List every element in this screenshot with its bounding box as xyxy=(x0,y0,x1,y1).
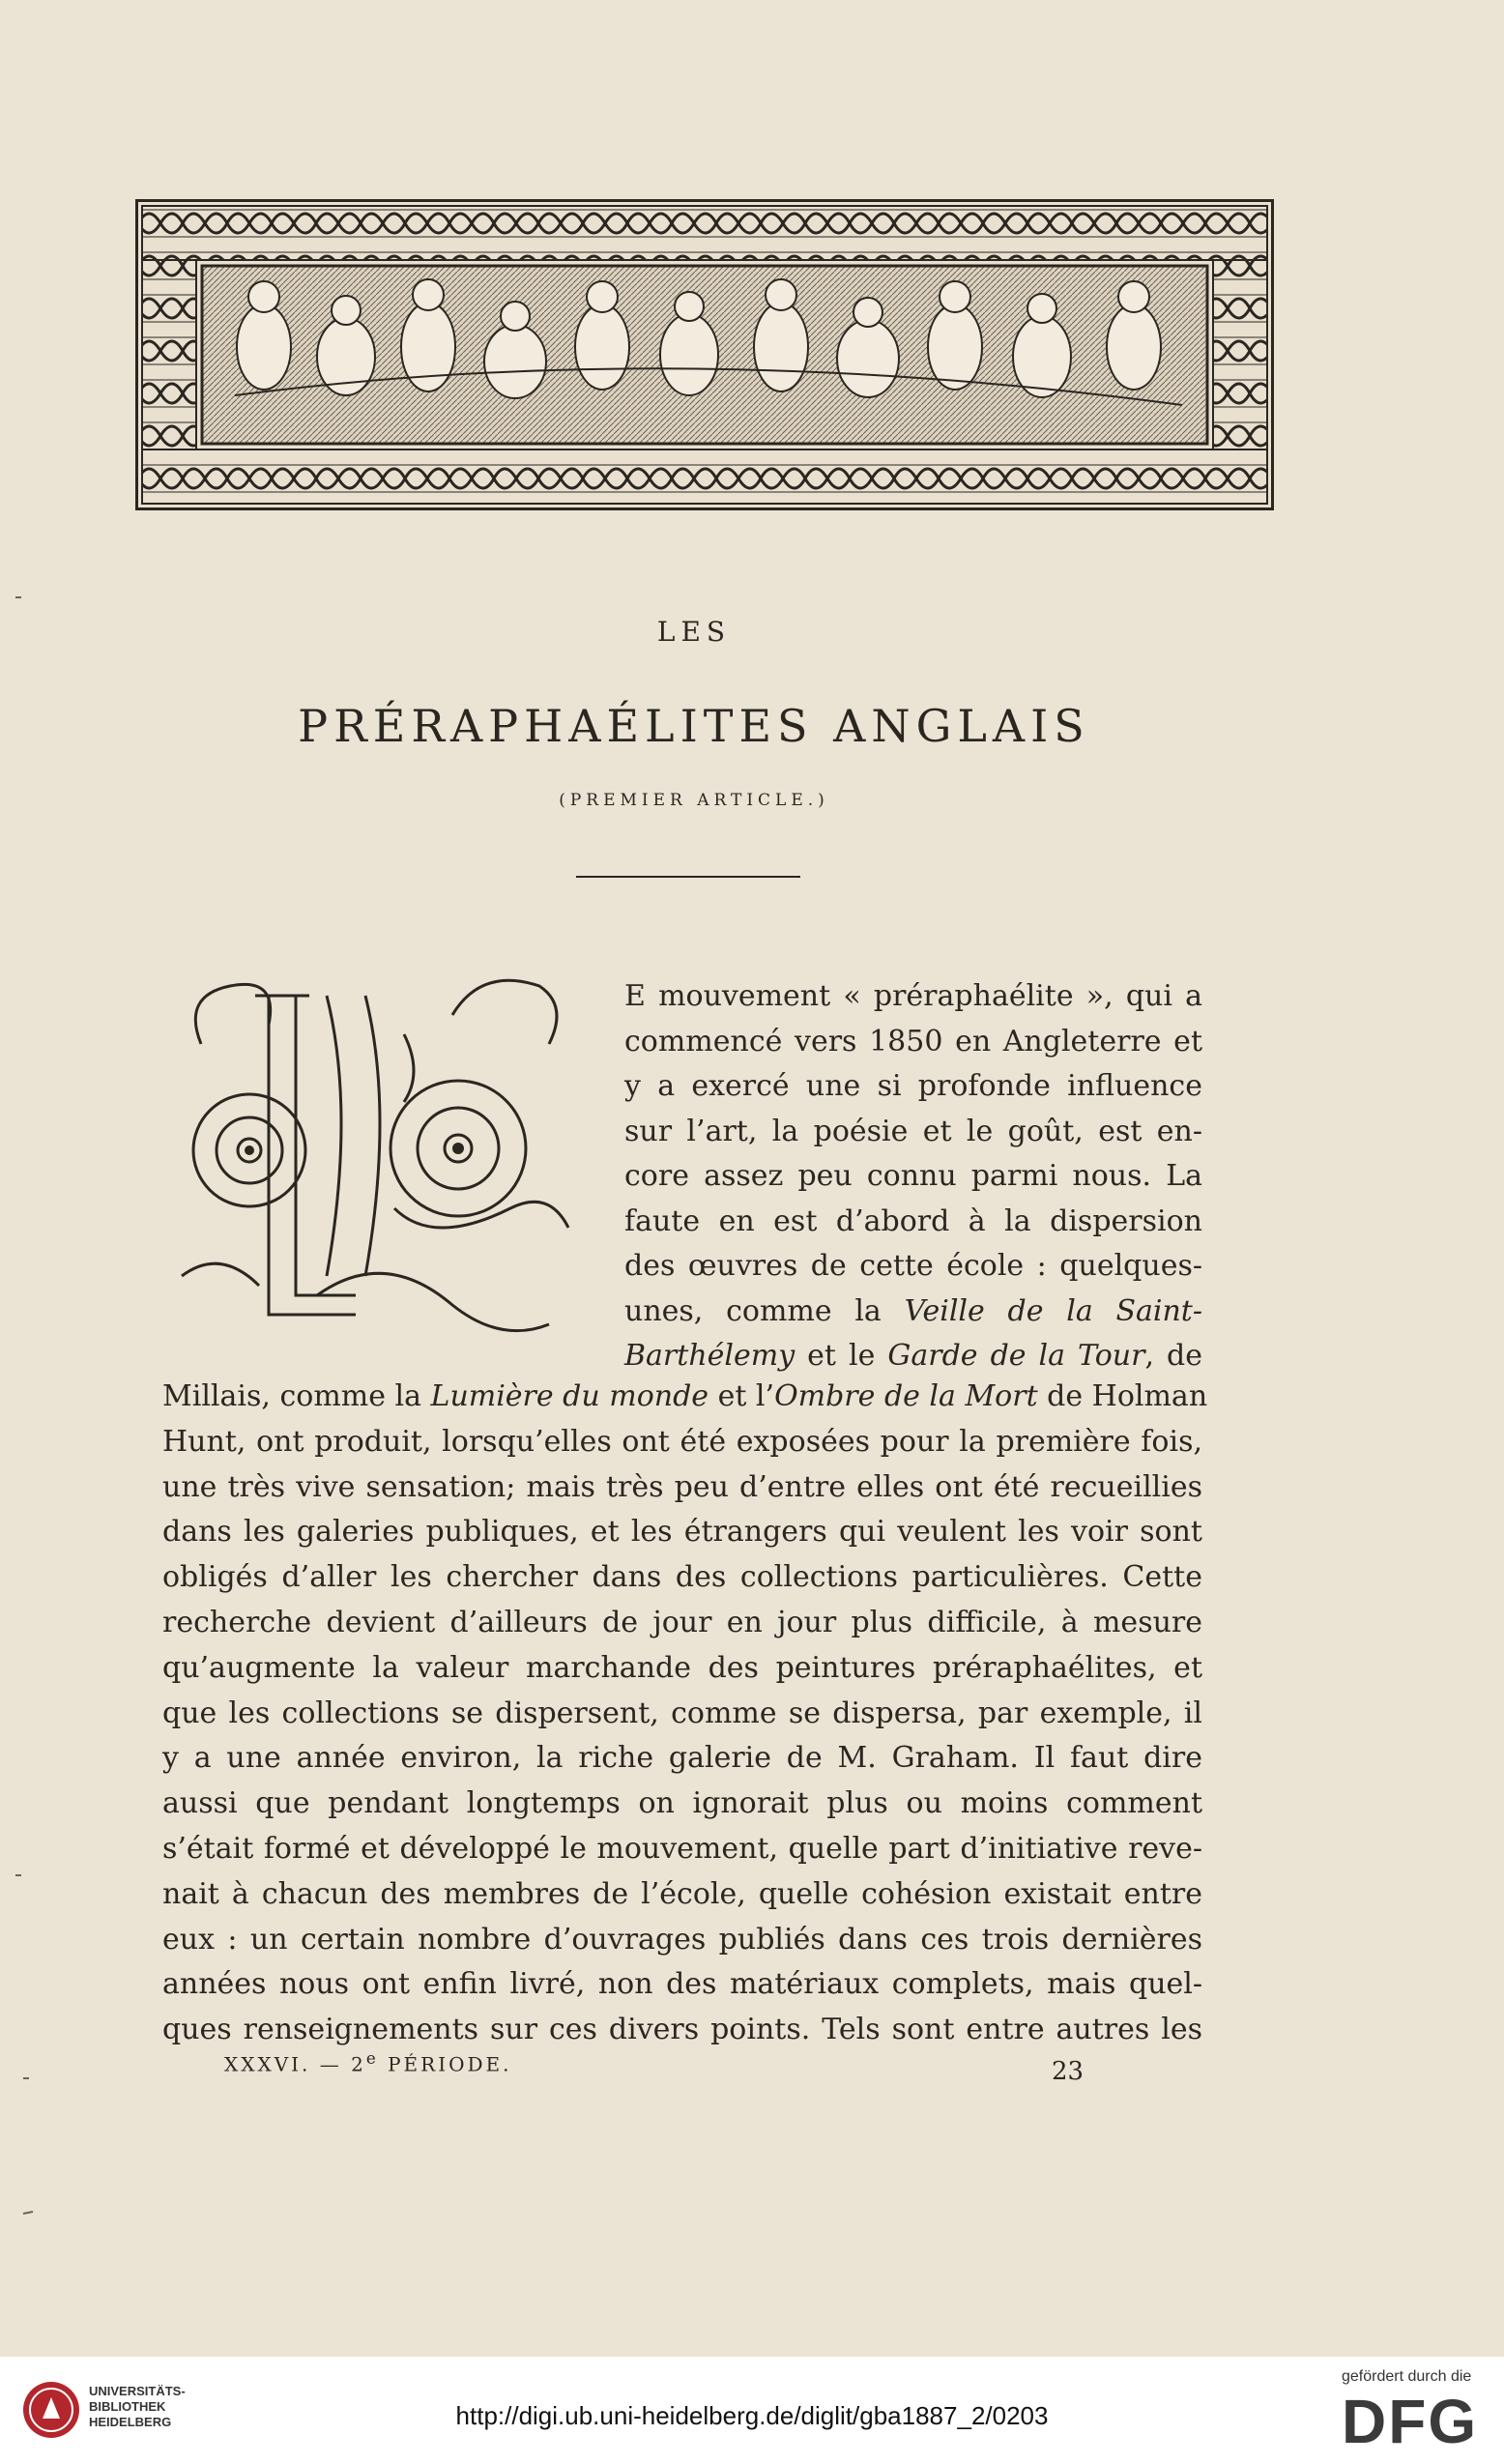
italic-title: Lumière du monde xyxy=(430,1379,709,1413)
periode-label: PÉRIODE. xyxy=(378,2052,512,2076)
text-line: années nous ont enfin livré, non des matériaux complets, mais quel- xyxy=(162,1967,1202,2002)
text-line: s’était formé et développé le mouvement, quelle part d’initiative reve- xyxy=(162,1831,1202,1866)
text-line: Hunt, ont produit, lorsqu’elles ont été exposées pour la première fois, xyxy=(162,1424,1202,1459)
text-line: que les collections se dispersent, comme se dispersa, par exemple, il xyxy=(162,1696,1202,1730)
text-line: une très vive sensation; mais très peu d’entre elles ont été recueillies xyxy=(162,1469,1202,1504)
text-line: core assez peu connu parmi nous. La xyxy=(624,1159,1202,1193)
title-rule xyxy=(576,876,800,878)
page-number: 23 xyxy=(1052,2057,1085,2086)
text-line: dans les galeries publiques, et les étrangers qui veulent les voir sont xyxy=(162,1515,1202,1550)
dfg-logo: DFG xyxy=(1342,2387,1479,2456)
ornament-illustration xyxy=(138,202,1271,507)
text-line xyxy=(162,1375,1208,1420)
text-line: nait à chacun des membres de l’école, quelle cohésion existait entre xyxy=(162,1876,1202,1911)
uni-line: BIBLIOTHEK xyxy=(89,2399,166,2414)
italic-title: Ombre de la Mort xyxy=(774,1379,1038,1413)
article-kicker: LES xyxy=(656,616,732,648)
volume-footer xyxy=(224,2049,511,2076)
text-run: et le xyxy=(795,1339,888,1373)
text-line: obligés d’aller les chercher dans des collections particulières. Cette xyxy=(162,1560,1202,1595)
text-run: , de xyxy=(1144,1339,1202,1373)
volume-label: XXXVI. — 2 xyxy=(224,2052,366,2076)
text-line xyxy=(624,1290,1202,1335)
margin-marks xyxy=(0,0,58,2357)
ornamental-header-band xyxy=(135,199,1274,510)
text-line: ques renseignements sur ces divers points. Tels sont entre autres les xyxy=(162,2013,1202,2047)
text-line: faute en est d’abord à la dispersion xyxy=(624,1203,1202,1238)
text-run: unes, comme la xyxy=(624,1293,905,1328)
permalink-url[interactable]: http://digi.ub.uni-heidelberg.de/diglit/gba1887_2/0203 xyxy=(455,2401,1049,2430)
text-line: y a une année environ, la riche galerie de M. Graham. Il faut dire xyxy=(162,1741,1202,1776)
dfg-caption: gefördert durch die xyxy=(1342,2368,1472,2385)
uni-line: HEIDELBERG xyxy=(89,2415,172,2429)
text-line: qu’augmente la valeur marchande des peintures préraphaélites, et xyxy=(162,1650,1202,1685)
text-line: sur l’art, la poésie et le goût, est en- xyxy=(624,1114,1202,1148)
text-line: aussi que pendant longtemps on ignorait plus ou moins comment xyxy=(162,1786,1202,1821)
article-title: PRÉRAPHAÉLITES ANGLAIS xyxy=(298,700,1090,752)
first-paragraph-lines xyxy=(624,974,1202,1379)
drop-cap-initial-l xyxy=(162,957,601,1353)
text-run: Millais, comme la xyxy=(162,1379,431,1413)
italic-title: Barthélemy xyxy=(624,1339,795,1373)
text-line: y a exercé une si profonde influence xyxy=(624,1069,1202,1103)
text-line: E mouvement « préraphaélite », qui a xyxy=(624,979,1202,1013)
text-run: de Holman xyxy=(1037,1379,1208,1413)
text-line: eux : un certain nombre d’ouvrages publiés dans ces trois dernières xyxy=(162,1922,1202,1957)
text-line xyxy=(624,1334,1202,1379)
text-line: commencé vers 1850 en Angleterre et xyxy=(624,1024,1202,1058)
italic-title: Garde de la Tour xyxy=(887,1339,1145,1373)
text-run: et l’ xyxy=(709,1379,775,1413)
text-line: des œuvres de cette école : quelques- xyxy=(624,1249,1202,1283)
body-text xyxy=(162,1375,1208,2053)
volume-sup: e xyxy=(365,2049,379,2068)
article-subtitle: (PREMIER ARTICLE.) xyxy=(559,791,829,810)
italic-title: Veille de la Saint- xyxy=(904,1293,1202,1328)
uni-line: UNIVERSITÄTS- xyxy=(89,2384,186,2398)
text-line: recherche devient d’ailleurs de jour en jour plus difficile, à mesure xyxy=(162,1605,1202,1639)
